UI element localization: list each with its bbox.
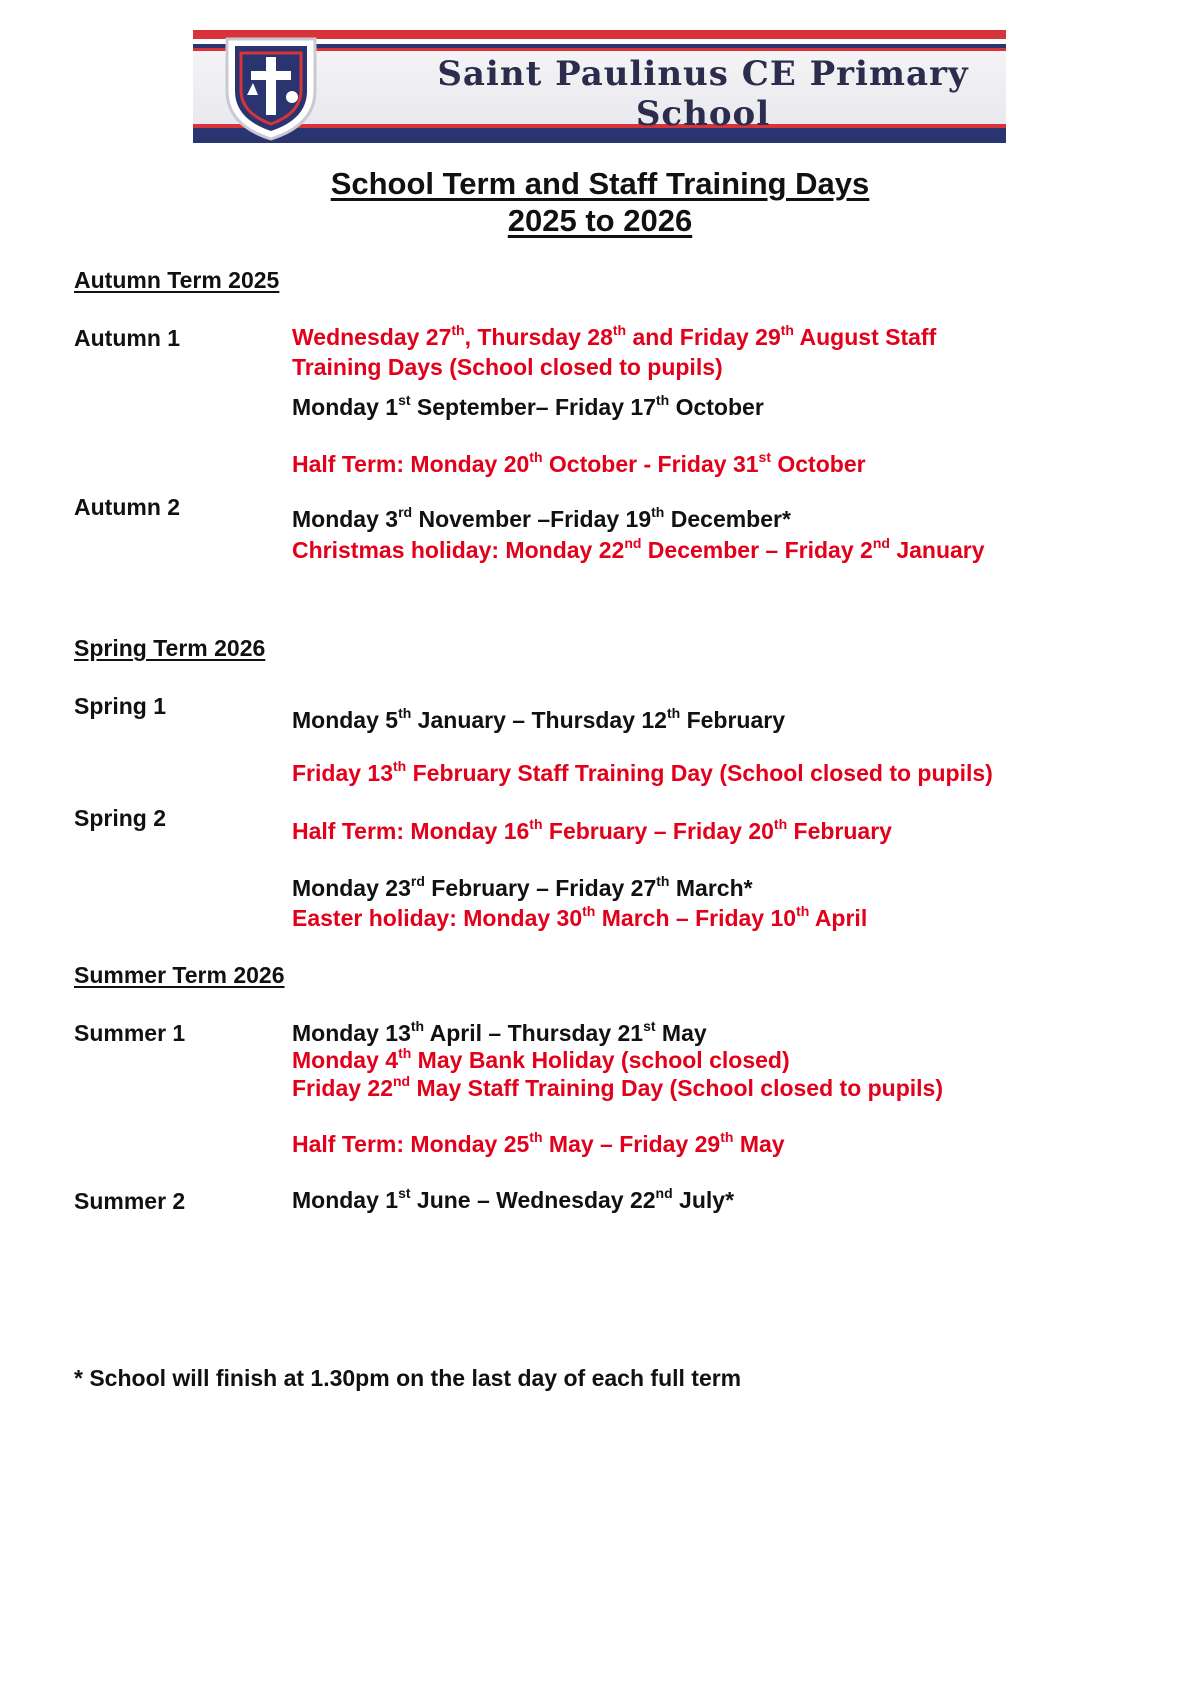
autumn-1-dates: Monday 1st September– Friday 17th October	[292, 392, 764, 420]
page-subtitle-year: 2025 to 2026	[507, 203, 693, 238]
spring-training-day: Friday 13th February Staff Training Day (School closed to pupils)	[292, 758, 993, 786]
spring-1-dates: Monday 5th January – Thursday 12th February	[292, 705, 786, 733]
spring-term-heading: Spring Term 2026	[74, 635, 266, 661]
summer-2-dates: Monday 1st June – Wednesday 22nd July*	[292, 1185, 735, 1213]
footnote: * School will finish at 1.30pm on the last day of each full term	[74, 1365, 742, 1391]
autumn-half-term: Half Term: Monday 20th October - Friday 31st October	[292, 449, 866, 477]
summer-half-term: Half Term: Monday 25th May – Friday 29th May	[292, 1129, 785, 1157]
summer-term-heading: Summer Term 2026	[74, 962, 285, 988]
school-name: Saint Paulinus CE Primary School	[437, 54, 969, 134]
spring-2-label: Spring 2	[74, 805, 167, 831]
page-title: School Term and Staff Training Days	[330, 166, 870, 201]
spring-half-term: Half Term: Monday 16th February – Friday 20th February	[292, 816, 892, 844]
autumn-training-days-line2: Training Days (School closed to pupils)	[292, 354, 723, 380]
bank-holiday: Monday 4th May Bank Holiday (school closed)	[292, 1045, 790, 1073]
autumn-2-label: Autumn 2	[74, 494, 181, 520]
autumn-term-heading: Autumn Term 2025	[74, 267, 280, 293]
spring-1-label: Spring 1	[74, 693, 167, 719]
summer-2-label: Summer 2	[74, 1188, 186, 1214]
christmas-holiday: Christmas holiday: Monday 22nd December – Friday 2nd January	[292, 535, 985, 563]
autumn-2-dates: Monday 3rd November –Friday 19th December*	[292, 504, 791, 532]
spring-2-dates: Monday 23rd February – Friday 27th March*	[292, 873, 753, 901]
school-banner	[193, 30, 1006, 143]
easter-holiday: Easter holiday: Monday 30th March – Friday 10th April	[292, 903, 868, 931]
summer-1-dates: Monday 13th April – Thursday 21st May	[292, 1018, 707, 1046]
autumn-training-days-line1: Wednesday 27th, Thursday 28th and Friday 29th August Staff	[292, 322, 937, 350]
autumn-1-label: Autumn 1	[74, 325, 181, 351]
summer-training-day: Friday 22nd May Staff Training Day (School closed to pupils)	[292, 1073, 944, 1101]
summer-1-label: Summer 1	[74, 1020, 186, 1046]
school-crest-icon	[221, 33, 321, 141]
